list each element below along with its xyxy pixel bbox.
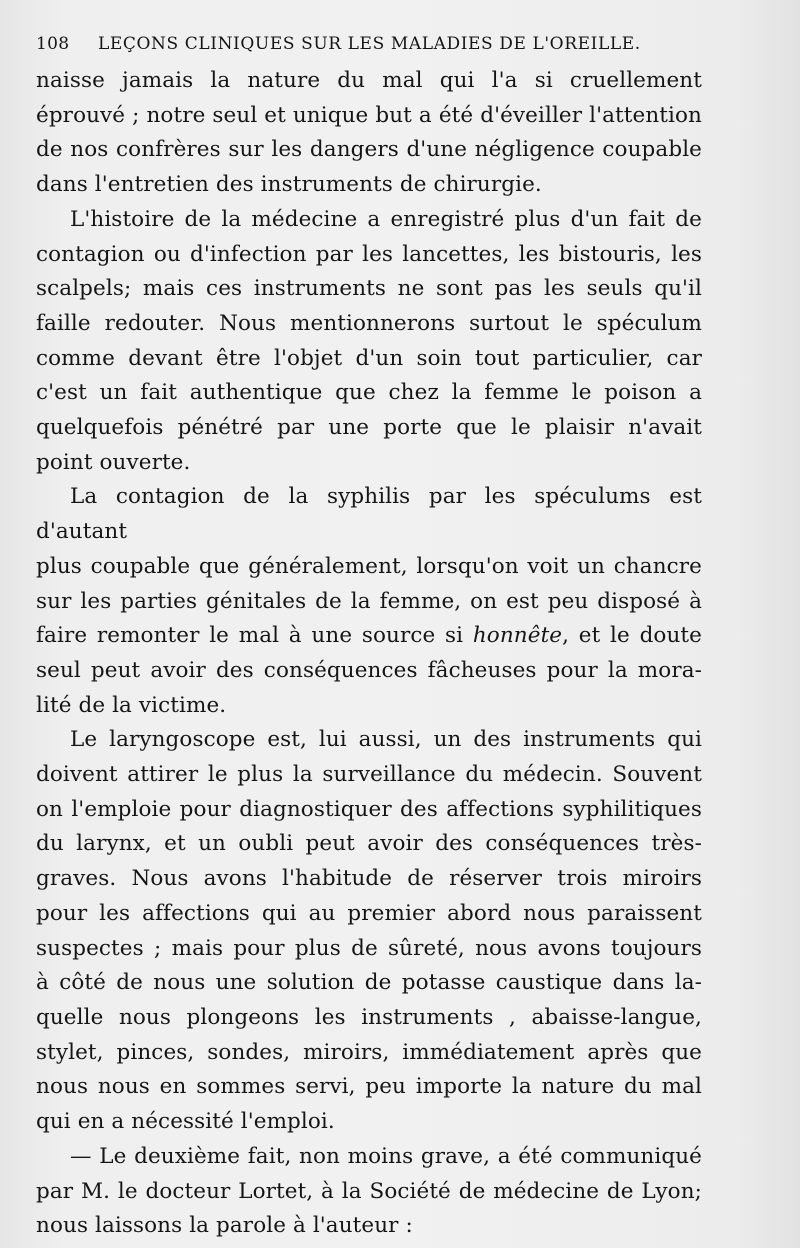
text-line: doivent attirer le plus la surveillance du médecin. Souvent xyxy=(36,762,702,788)
text-line: c'est un fait authentique que chez la femme le poison a xyxy=(36,380,702,406)
text-line: contagion ou d'infection par les lancettes, les bistouris, les xyxy=(36,241,702,267)
text-line: plus coupable que généralement, lorsqu'on voit un chancre xyxy=(36,553,702,579)
text-line: par M. le docteur Lortet, à la Société de médecine de Lyon; xyxy=(36,1178,702,1204)
text-line: quelle nous plongeons les instruments , abaisse-langue, xyxy=(36,1004,702,1030)
text-line: scalpels; mais ces instruments ne sont pas les seuls qu'il xyxy=(36,276,702,302)
text-line: suspectes ; mais pour plus de sûreté, nous avons toujours xyxy=(36,935,702,961)
text-line: seul peut avoir des conséquences fâcheuses pour la mora- xyxy=(36,657,702,683)
running-title: LEÇONS CLINIQUES SUR LES MALADIES DE L'OREILLE. xyxy=(98,34,641,54)
body-text xyxy=(36,64,702,1244)
text-fragment: , et le doute xyxy=(562,623,702,649)
paragraph-4 xyxy=(36,723,702,1139)
text-line: La contagion de la syphilis par les spéculums est d'autant xyxy=(36,484,702,545)
text-line: dans l'entretien des instruments de chirurgie. xyxy=(36,172,542,198)
text-line: nous laissons la parole à l'auteur : xyxy=(36,1213,413,1239)
text-line: L'histoire de la médecine a enregistré plus d'un fait de xyxy=(70,206,702,232)
page-number: 108 xyxy=(36,34,70,54)
text-line: Le laryngoscope est, lui aussi, un des instruments qui xyxy=(70,727,702,753)
text-line: quelquefois pénétré par une porte que le plaisir n'avait xyxy=(36,415,702,441)
text-line: naisse jamais la nature du mal qui l'a si cruellement xyxy=(36,68,702,93)
text-line: sur les parties génitales de la femme, on est peu disposé à xyxy=(36,588,702,614)
text-line: point ouverte. xyxy=(36,449,191,475)
text-fragment: faire remonter le mal à une source si xyxy=(36,623,473,649)
paragraph-2 xyxy=(36,203,702,481)
text-line: stylet, pinces, sondes, miroirs, immédiatement après que xyxy=(36,1039,702,1065)
text-line: de nos confrères sur les dangers d'une négligence coupable xyxy=(36,137,702,163)
emphasis-honnete: honnête xyxy=(472,623,563,649)
text-line: comme devant être l'objet d'un soin tout particulier, car xyxy=(36,345,702,371)
text-line: lité de la victime. xyxy=(36,692,227,718)
text-line: nous nous en sommes servi, peu importe la nature du mal xyxy=(36,1074,702,1100)
text-line: faille redouter. Nous mentionnerons surtout le spéculum xyxy=(36,310,702,336)
paragraph-5 xyxy=(36,1140,702,1244)
text-line: — Le deuxième fait, non moins grave, a été communiqué xyxy=(70,1143,702,1169)
text-line: qui en a nécessité l'emploi. xyxy=(36,1109,335,1135)
text-line xyxy=(36,619,702,654)
text-line: à côté de nous une solution de potasse caustique dans la- xyxy=(36,970,702,996)
text-line: éprouvé ; notre seul et unique but a été d'éveiller l'attention xyxy=(36,102,702,128)
text-line: pour les affections qui au premier abord nous paraissent xyxy=(36,900,702,926)
text-line: on l'emploie pour diagnostiquer des affections syphilitiques xyxy=(36,796,702,822)
text-line: graves. Nous avons l'habitude de réserver trois miroirs xyxy=(36,866,702,892)
text-line: du larynx, et un oubli peut avoir des conséquences très- xyxy=(36,831,702,857)
running-head xyxy=(36,34,736,62)
paragraph-1 xyxy=(36,64,702,203)
paragraph-3 xyxy=(36,480,702,723)
